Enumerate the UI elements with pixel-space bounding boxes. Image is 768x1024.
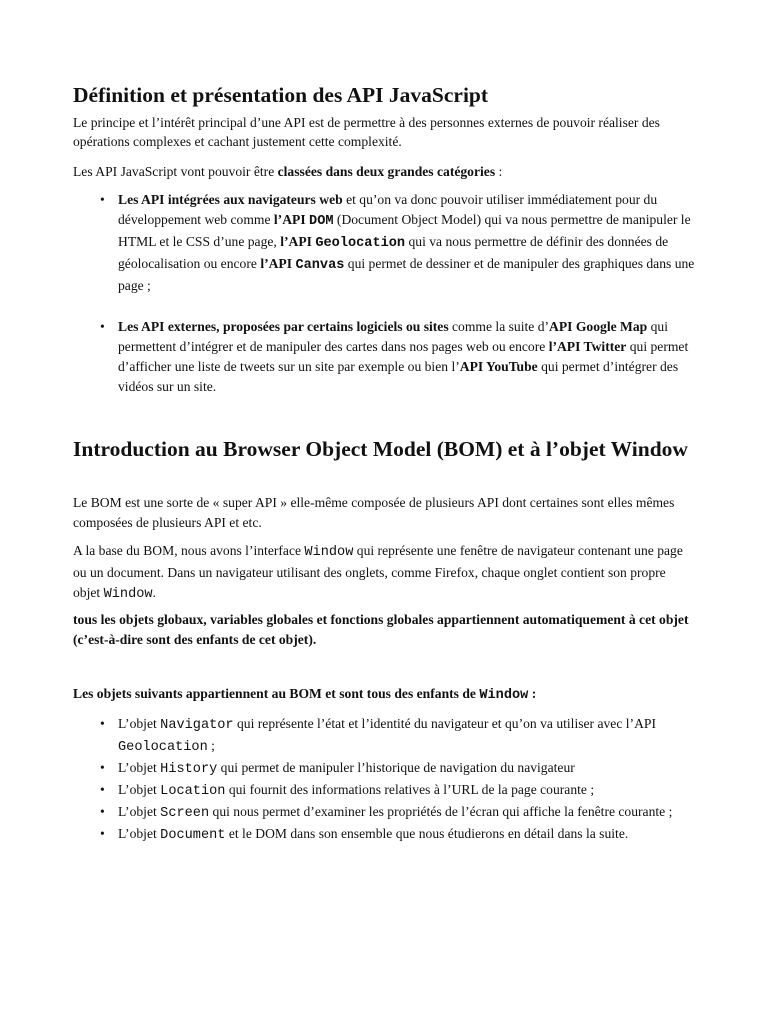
paragraph-bom-children: Les objets suivants appartiennent au BOM et sont tous des enfants de Window : [73, 686, 537, 703]
list-item: • L’objet Navigator qui représente l’état et l’identité du navigateur et qu’on va utiliser avec l’API Geolocation ; [100, 716, 656, 755]
api-category-list [73, 190, 698, 397]
paragraph-bom-definition: Le BOM est une sorte de « super API » elle-même composée de plusieurs API dont certaines sont elles mêmes composées de plusieurs API et etc. [73, 495, 675, 530]
paragraph-api-definition: Le principe et l’intérêt principal d’une API est de permettre à des personnes externes de pouvoir réaliser des opérations complexes et cachant justement cette complexité. [73, 115, 660, 149]
bullet-icon: • [100, 760, 105, 775]
bullet-icon: • [100, 826, 105, 841]
list-item: • Les API intégrées aux navigateurs web et qu’on va donc pouvoir utiliser immédiatement pour du développement web comme l’API DOM (Document Object Model) qui va nous permettre de manipuler le HTML et le CSS d’une page, l’API Geolocation qui va nous permettre de définir des données de géolocalisation ou encore l’API Canvas qui permet de dessiner et de manipuler des graphiques dans une page ; [100, 192, 695, 293]
bullet-icon: • [100, 319, 105, 334]
section-title-bom: Introduction au Browser Object Model (BOM) et à l’objet Window [73, 437, 688, 461]
section-title-api: Définition et présentation des API JavaScript [73, 83, 489, 107]
list-item: • L’objet History qui permet de manipuler l’historique de navigation du navigateur [100, 760, 575, 777]
paragraph-api-categories: Les API JavaScript vont pouvoir être classées dans deux grandes catégories : [73, 164, 503, 179]
bom-objects-list [73, 714, 698, 846]
list-item: • Les API externes, proposées par certains logiciels ou sites comme la suite d’API Google Map qui permettent d’intégrer et de manipuler des cartes dans nos pages web ou encore l’API Twitter qui permet d’afficher une liste de tweets sur un site par exemple ou bien l’API YouTube qui permet d’intégrer des vidéos sur un site. [100, 319, 689, 394]
list-item: • L’objet Location qui fournit des informations relatives à l’URL de la page courante ; [100, 782, 595, 799]
list-item: • L’objet Document et le DOM dans son ensemble que nous étudierons en détail dans la suite. [100, 826, 629, 843]
bullet-icon: • [100, 192, 105, 207]
bullet-icon: • [100, 716, 105, 731]
bullet-icon: • [100, 782, 105, 797]
paragraph-global-objects: tous les objets globaux, variables globales et fonctions globales appartiennent automatiquement à cet objet (c’est-à-dire sont des enfants de cet objet). [73, 612, 689, 647]
bullet-icon: • [100, 804, 105, 819]
list-item: • L’objet Screen qui nous permet d’examiner les propriétés de l’écran qui affiche la fenêtre courante ; [100, 804, 673, 821]
paragraph-window-interface: A la base du BOM, nous avons l’interface Window qui représente une fenêtre de navigateur contenant une page ou un document. Dans un navigateur utilisant des onglets, comme Firefox, chaque onglet contient son propre objet Window. [73, 543, 683, 602]
